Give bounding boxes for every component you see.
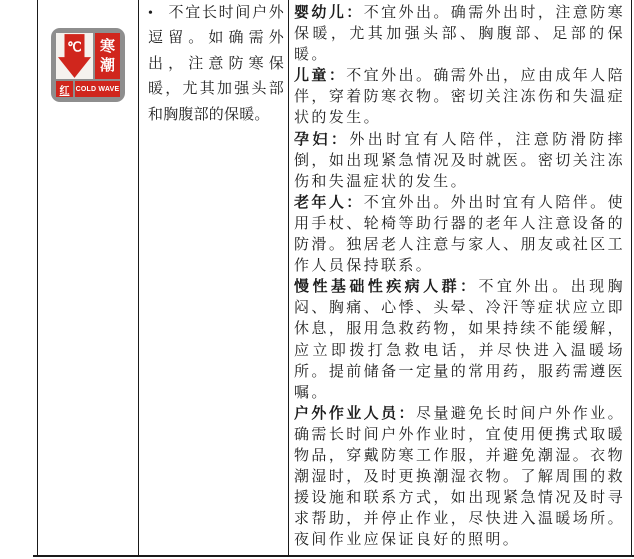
alert-icon-bottom [56,81,120,97]
group-label: 婴幼儿： [294,5,364,21]
guidance-children [294,66,625,129]
group-label: 老年人： [294,194,364,211]
group-text: 不宜外出。确需外出时，注意防寒保暖，尤其加强头部、胸腹部、足部的保暖。 [294,5,625,64]
celsius-symbol: ℃ [67,39,82,55]
group-label: 儿童： [294,68,347,85]
group-text: 不宜外出。确需外出，应由成年人陪伴，穿着防寒衣物。密切关注冻伤和失温症状的发生。 [294,68,625,127]
cold-wave-red-alert-icon [51,28,125,102]
group-label: 孕妇： [294,131,350,148]
alert-name-char: 寒 [99,37,115,55]
guidance-pregnant-women [294,130,625,193]
alert-icon-cell [38,0,139,556]
guidance-elderly [294,193,625,277]
alert-name-char: 潮 [99,57,115,74]
table-bottom-border [33,555,634,557]
group-guidance-cell [289,0,632,556]
public-guidance-cell [139,0,289,556]
guidance-outdoor-workers [294,404,625,552]
alert-level-badge: 红 [56,81,73,97]
public-guidance-item [148,1,284,128]
temperature-down-arrow-icon [56,33,93,79]
public-guidance-text: 不宜长时间户外逗留。如确需外出，注意防寒保暖，尤其加强头部和胸腹部的保暖。 [148,5,284,123]
group-text: 尽量避免长时间户外作业。确需长时间户外作业时，宜使用便携式取暖物品，穿戴防寒工作服，并避免潮湿。衣物潮湿时，及时更换潮湿衣物。了解周围的救援设施和联系方式，如出现紧急情况及时寻求帮助，并停止作业，尽快进入温暖场所。夜间作业应保证良好的照明。 [294,405,625,549]
group-text: 不宜外出。出现胸闷、胸痛、心悸、头晕、冷汗等症状应立即休息，服用急救药物，如果持续不能缓解，应立即拨打急救电话，并尽快进入温暖场所。提前储备一定量的常用药，服药需遵医嘱。 [294,279,625,401]
group-text: 外出时宜有人陪伴，注意防滑防摔倒，如出现紧急情况及时就医。密切关注冻伤和失温症状的发生。 [294,131,625,190]
bullet-icon: • [148,6,154,21]
alert-name-panel [95,33,120,79]
alert-icon-top [56,33,120,79]
group-label: 户外作业人员： [294,405,416,422]
group-label: 慢性基础性疾病人群： [294,279,479,296]
alert-guidance-table-row [37,0,631,556]
guidance-chronic-disease [294,277,625,404]
alert-english-label: COLD WAVE [75,81,120,97]
guidance-infants [294,3,625,66]
group-text: 不宜外出。外出时宜有人陪伴。使用手杖、轮椅等助行器的老年人注意设备的防滑。独居老人注意与家人、朋友或社区工作人员保持联系。 [294,194,625,275]
